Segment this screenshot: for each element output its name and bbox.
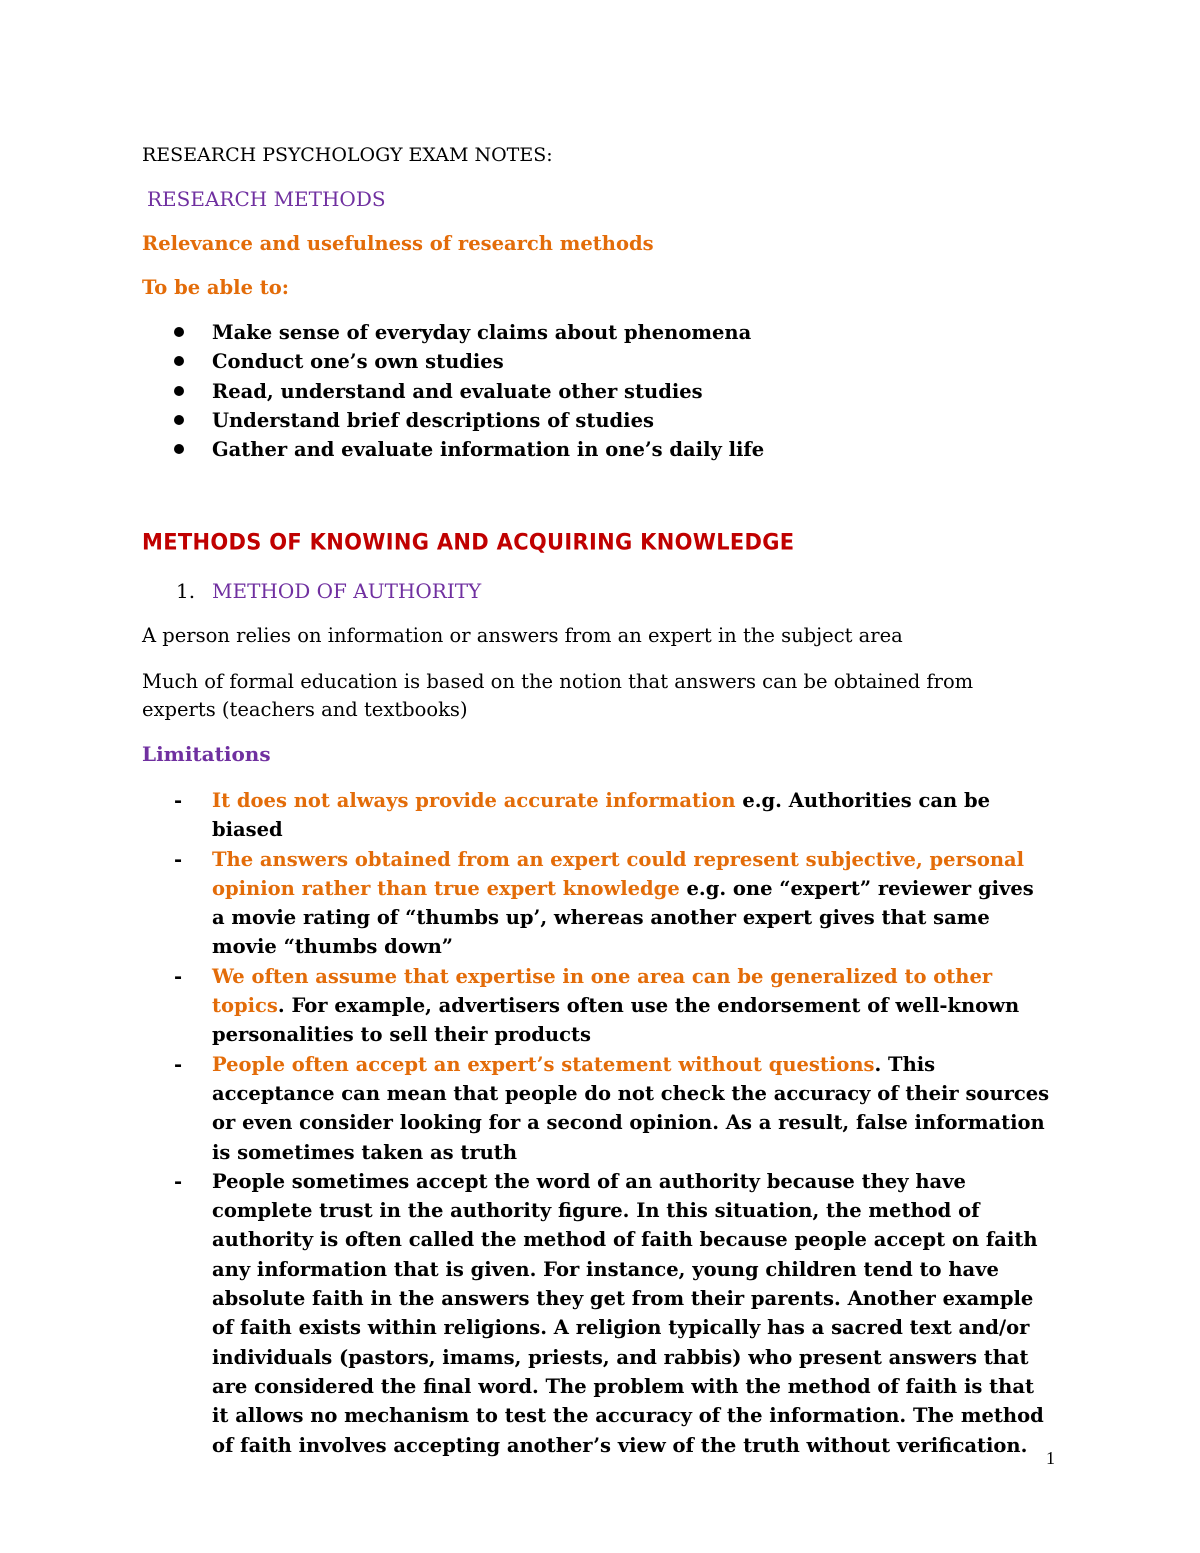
relevance-heading: Relevance and usefulness of research methods — [142, 232, 654, 255]
limitation-item — [172, 845, 1052, 962]
method-authority-heading — [176, 577, 481, 605]
limitation-highlight: It does not always provide accurate information — [212, 789, 736, 812]
method-number: 1. — [176, 579, 196, 603]
paragraph-formal-education: Much of formal education is based on the notion that answers can be obtained from experts (teachers and textbooks) — [142, 670, 974, 721]
limitations-list — [172, 786, 1052, 1460]
list-item: Make sense of everyday claims about phenomena — [172, 318, 764, 347]
dash-marker: - — [174, 789, 183, 812]
bullet-icon — [174, 386, 184, 396]
limitation-item — [172, 1167, 1052, 1460]
limitation-highlight: The answers obtained from an expert could represent subjective, personal opinion rather than true expert knowledge — [212, 847, 1025, 900]
list-item: Conduct one’s own studies — [172, 347, 764, 376]
dash-marker: - — [174, 1052, 183, 1076]
limitation-text: People sometimes accept the word of an authority because they have complete trust in the authority figure. In this situation, the method of authority is often called the method of faith because people accept on faith any information that is given. For instance, young children tend to have absolute faith in the answers they get from their parents. Another example of faith exists within religions. A religion typically has a sacred text and/or individuals (pastors, imams, priests, and rabbis) who present answers that are considered the final word. The problem with the method of faith is that it allows no mechanism to test the accuracy of the information. The method of faith involves accepting another’s view of the truth without verification. — [212, 1169, 1044, 1457]
limitation-item — [172, 1050, 1052, 1167]
limitation-highlight: We often assume that expertise in one area can be generalized to other topics — [212, 964, 993, 1018]
limitation-text: e.g. Authorities can be biased — [212, 789, 991, 842]
dash-marker: - — [174, 964, 183, 988]
able-list — [172, 318, 764, 464]
bullet-icon — [174, 327, 184, 337]
limitation-item — [172, 962, 1052, 1050]
list-item: Read, understand and evaluate other studies — [172, 377, 764, 406]
section-title: RESEARCH METHODS — [147, 187, 386, 211]
dash-marker: - — [174, 847, 183, 871]
bullet-icon — [174, 444, 184, 454]
method-title: METHOD OF AUTHORITY — [212, 579, 482, 603]
limitation-highlight: People often accept an expert’s statement without questions — [212, 1052, 875, 1076]
list-item: Understand brief descriptions of studies — [172, 406, 764, 435]
dash-marker: - — [174, 1169, 183, 1193]
limitation-item — [172, 786, 1052, 845]
methods-heading: METHODS OF KNOWING AND ACQUIRING KNOWLEDGE — [142, 529, 795, 555]
limitations-heading: Limitations — [142, 742, 271, 766]
limitation-text: . For example, advertisers often use the endorsement of well-known personalities to sell their products — [212, 994, 1020, 1047]
document-title: RESEARCH PSYCHOLOGY EXAM NOTES: — [142, 144, 553, 166]
able-heading: To be able to: — [142, 276, 289, 299]
bullet-icon — [174, 415, 184, 425]
page-number: 1 — [1046, 1448, 1055, 1468]
bullet-icon — [174, 356, 184, 366]
limitation-text: e.g. one “expert” reviewer gives a movie rating of “thumbs up’, whereas another expert gives that same movie “thumbs down” — [212, 876, 1034, 959]
paragraph-authority-definition: A person relies on information or answers from an expert in the subject area — [142, 624, 903, 647]
limitation-text: . This acceptance can mean that people do not check the accuracy of their sources or even consider looking for a second opinion. As a result, false information is sometimes taken as truth — [212, 1052, 1050, 1164]
list-item: Gather and evaluate information in one’s daily life — [172, 435, 764, 464]
